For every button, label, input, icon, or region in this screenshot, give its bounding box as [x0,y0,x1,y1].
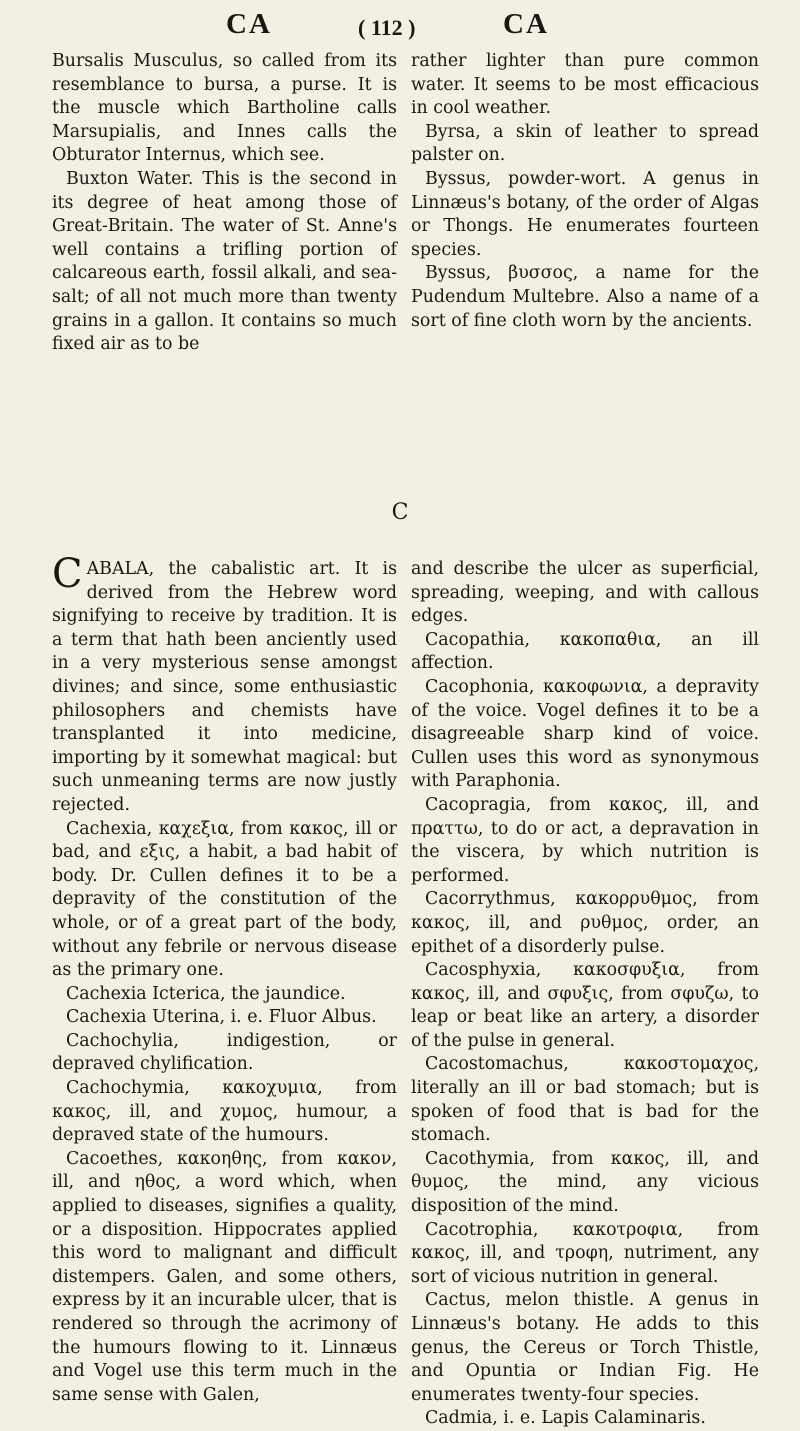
entry-cachexia: Cachexia, καχεξια, from κακος, ill or bad, and εξις, a habit, a bad habit of body. Dr. Cullen defines it to be a depravity of the constitution of the whole, or of a great part of the body, without any febrile or nervous disease as the primary one. [52,818,397,981]
entry-bursalis-musculus: Bursalis Musculus, so called from its resemblance to bursa, a purse. It is the muscle which Bartholine calls Marsupialis, and Innes calls the Obturator Internus, which see. [52,51,397,166]
bottom-right-column [411,558,759,1431]
entry-cachochymia: Cachochymia, κακοχυμια, from κακος, ill, and χυμος, humour, a depraved state of the humours. [52,1078,397,1146]
header-right-running-head: CA [503,8,549,40]
entry-byssus-powder-wort: Byssus, powder-wort. A genus in Linnæus's botany, of the order of Algas or Thongs. He enumerates fourteen species. [411,168,759,260]
drop-cap: C [52,551,83,597]
bottom-left-column [52,551,397,1407]
entry-cachexia-icterica: Cachexia Icterica, the jaundice. [66,983,346,1004]
entry-cabala [52,551,397,818]
entry-cacoethes-continued: and describe the ulcer as superficial, spreading, weeping, and with callous edges. [411,559,759,627]
page-number: ( 112 ) [358,15,416,40]
entry-byssus-greek: Byssus, βυσσος, a name for the Pudendum Multebre. Also a name of a sort of fine cloth worn by the ancients. [411,263,759,331]
entry-buxton-water: Buxton Water. This is the second in its degree of heat among those of Great-Britain. The water of St. Anne's well contains a trifling portion of calcareous earth, fossil alkali, and sea-salt; of all not much more than twenty grains in a gallon. It contains so much fixed air as to be [52,168,397,355]
entry-cacoethes: Cacoethes, κακοηθης, from κακον, ill, and ηθος, a word which, when applied to diseases, signifies a quality, or a disposition. Hippocrates applied this word to malignant and difficult distempers. Galen, and some others, express by it an incurable ulcer, that is rendered so through the acrimony of the humours flowing to it. Linnæus and Vogel use this term much in the same sense with Galen, [52,1148,397,1405]
entry-continuation: rather lighter than pure common water. It seems to be most efficacious in cool weather. [411,51,759,119]
top-left-column [52,50,397,357]
section-letter: C [391,500,409,525]
entry-cabala-text: ABALA, the cabalistic art. It is derived from the Hebrew word signifying to receive by tradition. It is a term that hath been anciently used in a very mysterious sense amongst divines; and since, some enthusiastic philosophers and chemists have transplanted it into medicine, importing by it somewhat magical: but such unmeaning terms are now justly rejected. [52,559,397,815]
entry-cactus: Cactus, melon thistle. A genus in Linnæus's botany. He adds to this genus, the Cereus or Torch Thistle, and Opuntia or Indian Fig. He enumerates twenty-four species. [411,1290,759,1405]
entry-cacostomachus: Cacostomachus, κακοστομαχος, literally an ill or bad stomach; but is spoken of food that is bad for the stomach. [411,1054,759,1146]
entry-byrsa: Byrsa, a skin of leather to spread palster on. [411,121,759,166]
entry-cacosphyxia: Cacosphyxia, κακοσφυξια, from κακος, ill, and σφυξις, from σφυζω, to leap or beat like an artery, a disorder of the pulse in general. [411,960,759,1051]
entry-cacotrophia: Cacotrophia, κακοτροφια, from κακος, ill, and τροφη, nutriment, any sort of vicious nutrition in general. [411,1219,759,1287]
top-right-column [411,50,759,333]
entry-cacophonia: Cacophonia, κακοφωνια, a depravity of the voice. Vogel defines it to be a disagreeable sharp kind of voice. Cullen uses this word as synonymous with Paraphonia. [411,676,759,792]
entry-cacopathia: Cacopathia, κακοπαθια, an ill affection. [411,629,759,674]
entry-cacorrythmus: Cacorrythmus, κακορρυθμος, from κακος, ill, and ρυθμος, order, an epithet of a disorderly pulse. [411,889,759,957]
page-header [0,8,800,48]
entry-cacothymia: Cacothymia, from κακος, ill, and θυμος, the mind, any vicious disposition of the mind. [411,1148,759,1217]
header-left-running-head: CA [226,8,272,40]
entry-cadmia: Cadmia, i. e. Lapis Calaminaris. [425,1408,706,1429]
entry-cacopragia: Cacopragia, from κακος, ill, and πραττω, to do or act, a depravation in the viscera, by which nutrition is performed. [411,794,759,886]
entry-cachexia-uterina: Cachexia Uterina, i. e. Fluor Albus. [66,1007,377,1028]
entry-cachochylia: Cachochylia, indigestion, or depraved chylification. [52,1030,397,1075]
